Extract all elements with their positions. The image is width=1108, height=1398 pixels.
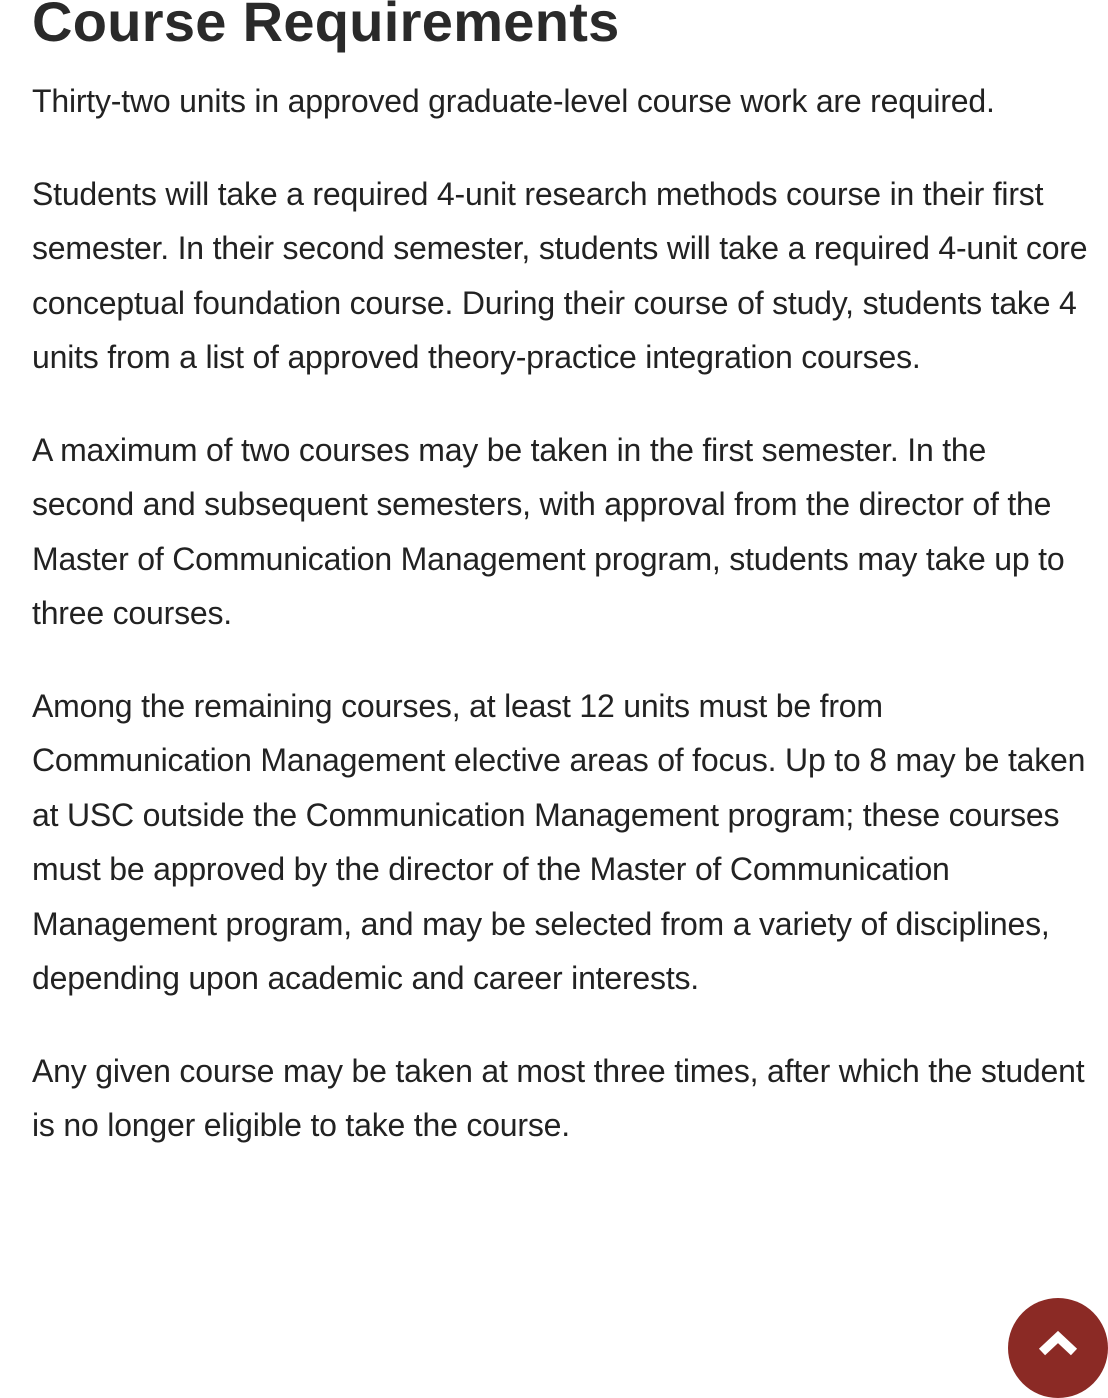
back-to-top-button[interactable] [1008,1298,1108,1398]
course-requirements-section [32,0,1092,1191]
paragraph-units: Thirty-two units in approved graduate-level course work are required. [32,83,995,119]
paragraph-electives: Among the remaining courses, at least 12 units must be from Communication Management elective areas of focus. Up to 8 may be taken at USC outside the Communication Management program; these courses must be approved by the director of the Master of Communication Management program, and may be selected from a variety of disciplines, depending upon academic and career interests. [32,687,1086,996]
paragraph-repeat-policy: Any given course may be taken at most three times, after which the student is no longer eligible to take the course. [32,1052,1085,1143]
paragraph-required-courses: Students will take a required 4-unit research methods course in their first semester. In their second semester, students will take a required 4-unit core conceptual foundation course. During their course of study, students take 4 units from a list of approved theory-practice integration courses. [32,175,1088,375]
page-heading: Course Requirements [32,0,620,53]
paragraph-course-load: A maximum of two courses may be taken in the first semester. In the second and subsequent semesters, with approval from the director of the Master of Communication Management program, students may take up to three courses. [32,431,1065,631]
